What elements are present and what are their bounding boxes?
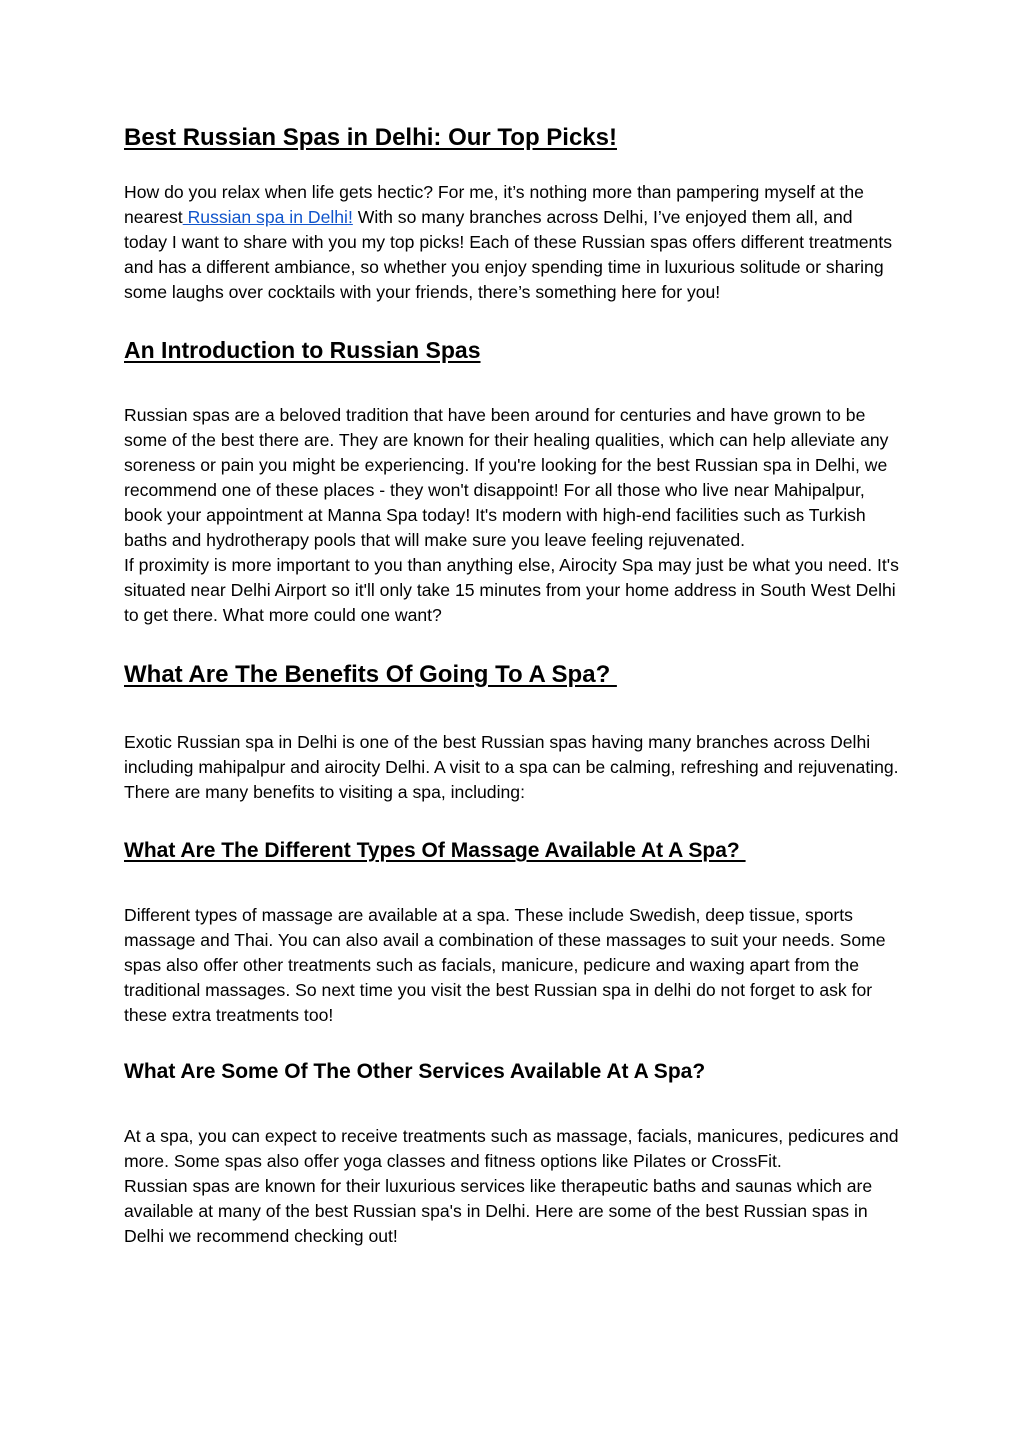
section-paragraph-introduction-1: Russian spas are a beloved tradition that have been around for centuries and have grown to be some of the best there are. They are known for their healing qualities, which can help alleviate any soreness or pain you might be experiencing. If you're looking for the best Russian spa in Delhi, we recommend one of these places - they won't disappoint! For all those who live near Mahipalpur, book your appointment at Manna Spa today! It's modern with high-end facilities such as Turkish baths and hydrotherapy pools that will make sure you leave feeling rejuvenated. (124, 405, 889, 550)
intro-paragraph (124, 180, 900, 305)
section-paragraph-other-services-2: Russian spas are known for their luxurious services like therapeutic baths and saunas which are available at many of the best Russian spa's in Delhi. Here are some of the best Russian spas in Delhi we recommend checking out! (124, 1176, 873, 1246)
page-title: Best Russian Spas in Delhi: Our Top Picks! (124, 124, 617, 151)
section-paragraph-other-services-1: At a spa, you can expect to receive treatments such as massage, facials, manicures, pedicures and more. Some spas also offer yoga classes and fitness options like Pilates or CrossFit. (124, 1126, 899, 1171)
section-heading-other-services: What Are Some Of The Other Services Available At A Spa? (124, 1060, 706, 1083)
document-page (124, 120, 900, 1249)
intro-text-after-link: With so many branches across Delhi, I’ve enjoyed them all, and today I want to share with you my top picks! Each of these Russian spas offers different treatments and has a different ambiance, so whether you enjoy spending time in luxurious solitude or sharing some laughs over cocktails with your friends, there’s something here for you! (124, 207, 892, 302)
section-heading-massage-types: What Are The Different Types Of Massage Available At A Spa? (124, 839, 746, 862)
section-heading-benefits: What Are The Benefits Of Going To A Spa? (124, 661, 617, 688)
section-heading-introduction: An Introduction to Russian Spas (124, 337, 481, 363)
section-paragraph-introduction-2: If proximity is more important to you than anything else, Airocity Spa may just be what you need. It's situated near Delhi Airport so it'll only take 15 minutes from your home address in South West Delhi to get there. What more could one want? (124, 555, 899, 625)
russian-spa-in-delhi-link[interactable]: Russian spa in Delhi! (182, 207, 353, 227)
intro-text-before-link: How do you relax when life gets hectic? For me, it’s nothing more than pampering myself at the nearest (124, 182, 864, 227)
section-paragraph-benefits: Exotic Russian spa in Delhi is one of the best Russian spas having many branches across Delhi including mahipalpur and airocity Delhi. A visit to a spa can be calming, refreshing and rejuvenating. There are many benefits to visiting a spa, including: (124, 732, 899, 802)
section-paragraph-massage-types: Different types of massage are available at a spa. These include Swedish, deep tissue, sports massage and Thai. You can also avail a combination of these massages to suit your needs. Some spas also offer other treatments such as facials, manicure, pedicure and waxing apart from the traditional massages. So next time you visit the best Russian spa in delhi do not forget to ask for these extra treatments too! (124, 905, 886, 1025)
